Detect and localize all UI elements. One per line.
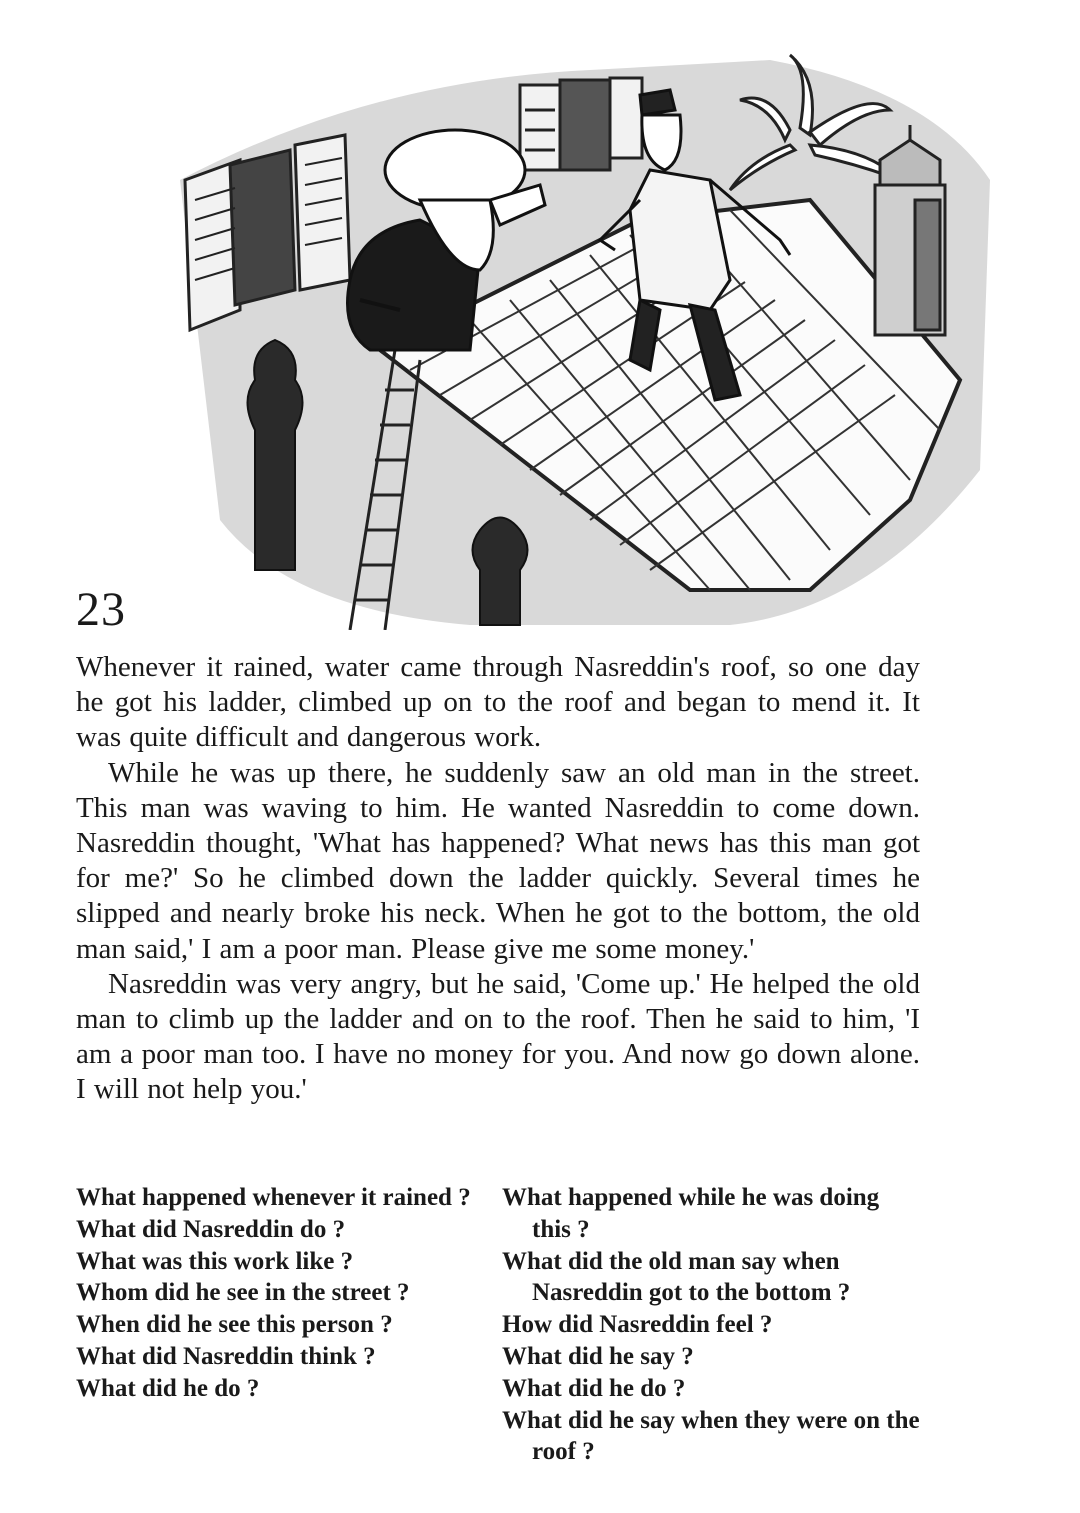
question-item: Whom did he see in the street ? [76,1279,410,1307]
question-item: When did he see this person ? [76,1311,393,1339]
question-item: What did Nasreddin do ? [76,1215,346,1243]
question-item: What did Nasreddin think ? [76,1342,376,1370]
chimney [875,125,945,335]
question-item: What did he say ? [502,1342,694,1370]
question-item: What did he do ? [502,1374,686,1402]
question-item: What was this work like ? [76,1247,354,1275]
questions-left-column [76,1182,476,1405]
question-item: How did Nasreddin feel ? [502,1311,773,1339]
story-paragraph: Nasreddin was very angry, but he said, 'Come up.' He helped the old man to climb up the ladder and on to the roof. Then he said to him, 'I am a poor man too. I have no money for you. And now go down alone. I will not help you.' [76,967,920,1106]
question-item: What did the old man say when Nasreddin got to the bottom ? [502,1247,851,1307]
top-window-shutters [520,78,642,170]
question-item: What did he do ? [76,1374,260,1402]
story-paragraph: Whenever it rained, water came through Nasreddin's roof, so one day he got his ladder, climbed up on to the roof and began to mend it. It was quite difficult and dangerous work. [76,651,920,754]
questions-right-column [502,1182,922,1468]
question-item: What happened whenever it rained ? [76,1184,471,1211]
question-item: What happened while he was doing this ? [502,1184,880,1243]
story-text [76,650,920,1108]
story-number: 23 [76,583,126,636]
story-paragraph: While he was up there, he suddenly saw an old man in the street. This man was waving to him. He wanted Nasreddin to come down. Nasreddin thought, 'What has happened? What news has this man got for me?' So he climbed down the ladder quickly. Several times he slipped and nearly broke his neck. When he got to the bottom, the old man said,' I am a poor man. Please give me some money.' [76,756,920,965]
rooftop-illustration [170,50,1000,630]
question-item: What did he say when they were on the roof ? [502,1406,920,1466]
